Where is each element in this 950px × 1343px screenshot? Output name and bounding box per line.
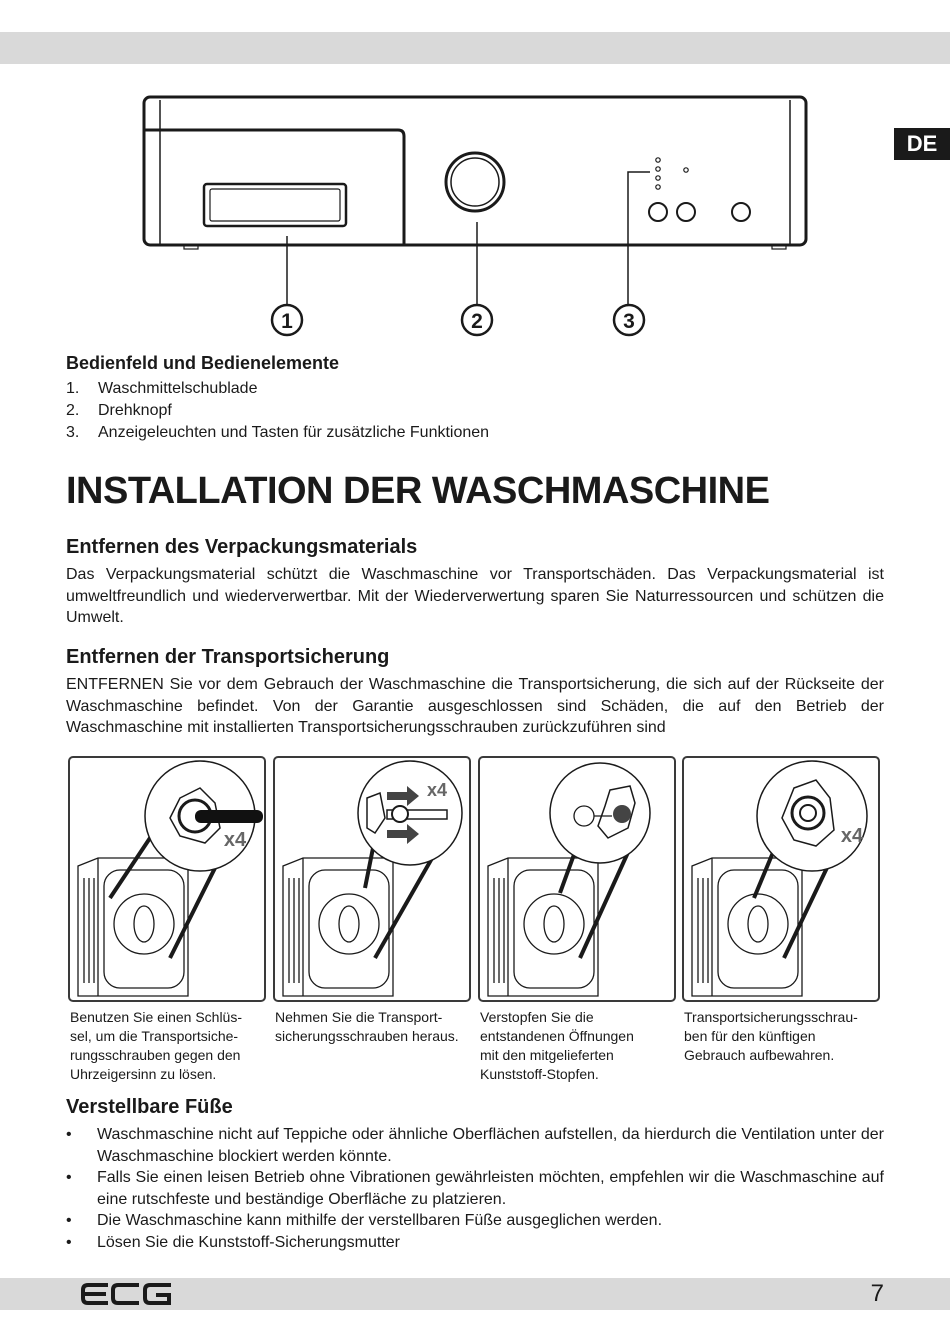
control-panel-diagram [140, 92, 812, 342]
step-2-illustration [273, 756, 471, 1002]
ecg-logo [80, 1282, 172, 1306]
bullet-icon: • [66, 1233, 72, 1251]
list-item [66, 422, 489, 444]
quantity-badge: x4 [223, 829, 247, 851]
list-item-number: 3. [66, 424, 80, 441]
step-caption: Verstopfen Sie die entstandenen Öffnungen mit den mitgelieferten Kunststoff-Stopfen. [480, 1009, 634, 1082]
bullet-icon: • [66, 1212, 72, 1229]
list-item [66, 1167, 884, 1210]
bullet-icon: • [66, 1169, 72, 1186]
step-1 [68, 756, 264, 1084]
step-2 [273, 756, 469, 1046]
page-number: 7 [870, 1280, 884, 1307]
step-3 [478, 756, 674, 1084]
callout-1-label: 1 [281, 310, 293, 333]
step-3-illustration [478, 756, 676, 1002]
packaging-heading: Entfernen des Verpackungsmaterials [66, 536, 418, 558]
callout-1 [272, 305, 302, 335]
step-4 [682, 756, 878, 1065]
callout-3-label: 3 [623, 310, 635, 333]
language-tab: DE [894, 128, 950, 160]
step-1-illustration [68, 756, 266, 1002]
step-caption: Nehmen Sie die Transport- sicherungsschrauben heraus. [275, 1009, 459, 1044]
list-item-text: Waschmittelschublade [98, 380, 258, 397]
list-item-text: Waschmaschine nicht auf Teppiche oder ähnliche Oberflächen aufstellen, da hierdurch die Ventilation unter der Waschmaschine blockiert werden könnte. [97, 1126, 884, 1165]
quantity-badge: x4 [426, 780, 448, 800]
callout-3 [614, 305, 644, 335]
header-bar [0, 32, 950, 64]
feet-bullet-list [66, 1124, 884, 1253]
quantity-badge: x4 [840, 825, 864, 847]
step-caption: Transportsicherungsschrau- ben für den künftigen Gebrauch aufbewahren. [684, 1009, 858, 1063]
list-item [66, 1210, 884, 1232]
step-4-illustration [682, 756, 880, 1002]
callout-2-label: 2 [471, 310, 483, 333]
list-item [66, 1232, 884, 1254]
list-item [66, 378, 489, 400]
callout-2 [462, 305, 492, 335]
list-item-text: Lösen Sie die Kunststoff-Sicherungsmutter [97, 1233, 400, 1251]
packaging-text: Das Verpackungsmaterial schützt die Waschmaschine vor Transportschäden. Das Verpackungsmaterial ist umweltfreundlich und wiederverwertbar. Mit der Wiederverwertung sparen Sie Naturressourcen und schützen die Umwelt. [66, 566, 884, 626]
list-item-number: 1. [66, 380, 80, 397]
list-item [66, 400, 489, 422]
page-title: INSTALLATION DER WASCHMASCHINE [66, 470, 770, 512]
list-item-text: Drehknopf [98, 402, 172, 419]
list-item [66, 1124, 884, 1167]
transport-heading: Entfernen der Transportsicherung [66, 646, 390, 668]
feet-heading: Verstellbare Füße [66, 1096, 233, 1118]
list-item-text: Falls Sie einen leisen Betrieb ohne Vibrationen gewährleisten möchten, empfehlen wir die Waschmaschine auf eine rutschfeste und beständige Oberfläche zu platzieren. [97, 1169, 884, 1208]
list-item-number: 2. [66, 402, 80, 419]
control-panel-heading: Bedienfeld und Bedienelemente [66, 353, 340, 373]
transport-steps [68, 756, 880, 1086]
step-caption: Benutzen Sie einen Schlüs- sel, um die Transportsiche- rungsschrauben gegen den Uhrzeigersinn zu lösen. [70, 1009, 242, 1082]
list-item-text: Anzeigeleuchten und Tasten für zusätzliche Funktionen [98, 424, 490, 441]
bullet-icon: • [66, 1126, 72, 1143]
transport-text: ENTFERNEN Sie vor dem Gebrauch der Waschmaschine die Transportsicherung, die sich auf der Rückseite der Waschmaschine befindet. Von der Garantie ausgeschlossen sind Schäden, die auf den Betrieb der Waschmaschine mit installierten Transportsicherungsschrauben zurückzuführen sind [66, 676, 884, 736]
list-item-text: Die Waschmaschine kann mithilfe der verstellbaren Füße ausgeglichen werden. [97, 1212, 663, 1229]
control-panel-list [66, 378, 489, 444]
